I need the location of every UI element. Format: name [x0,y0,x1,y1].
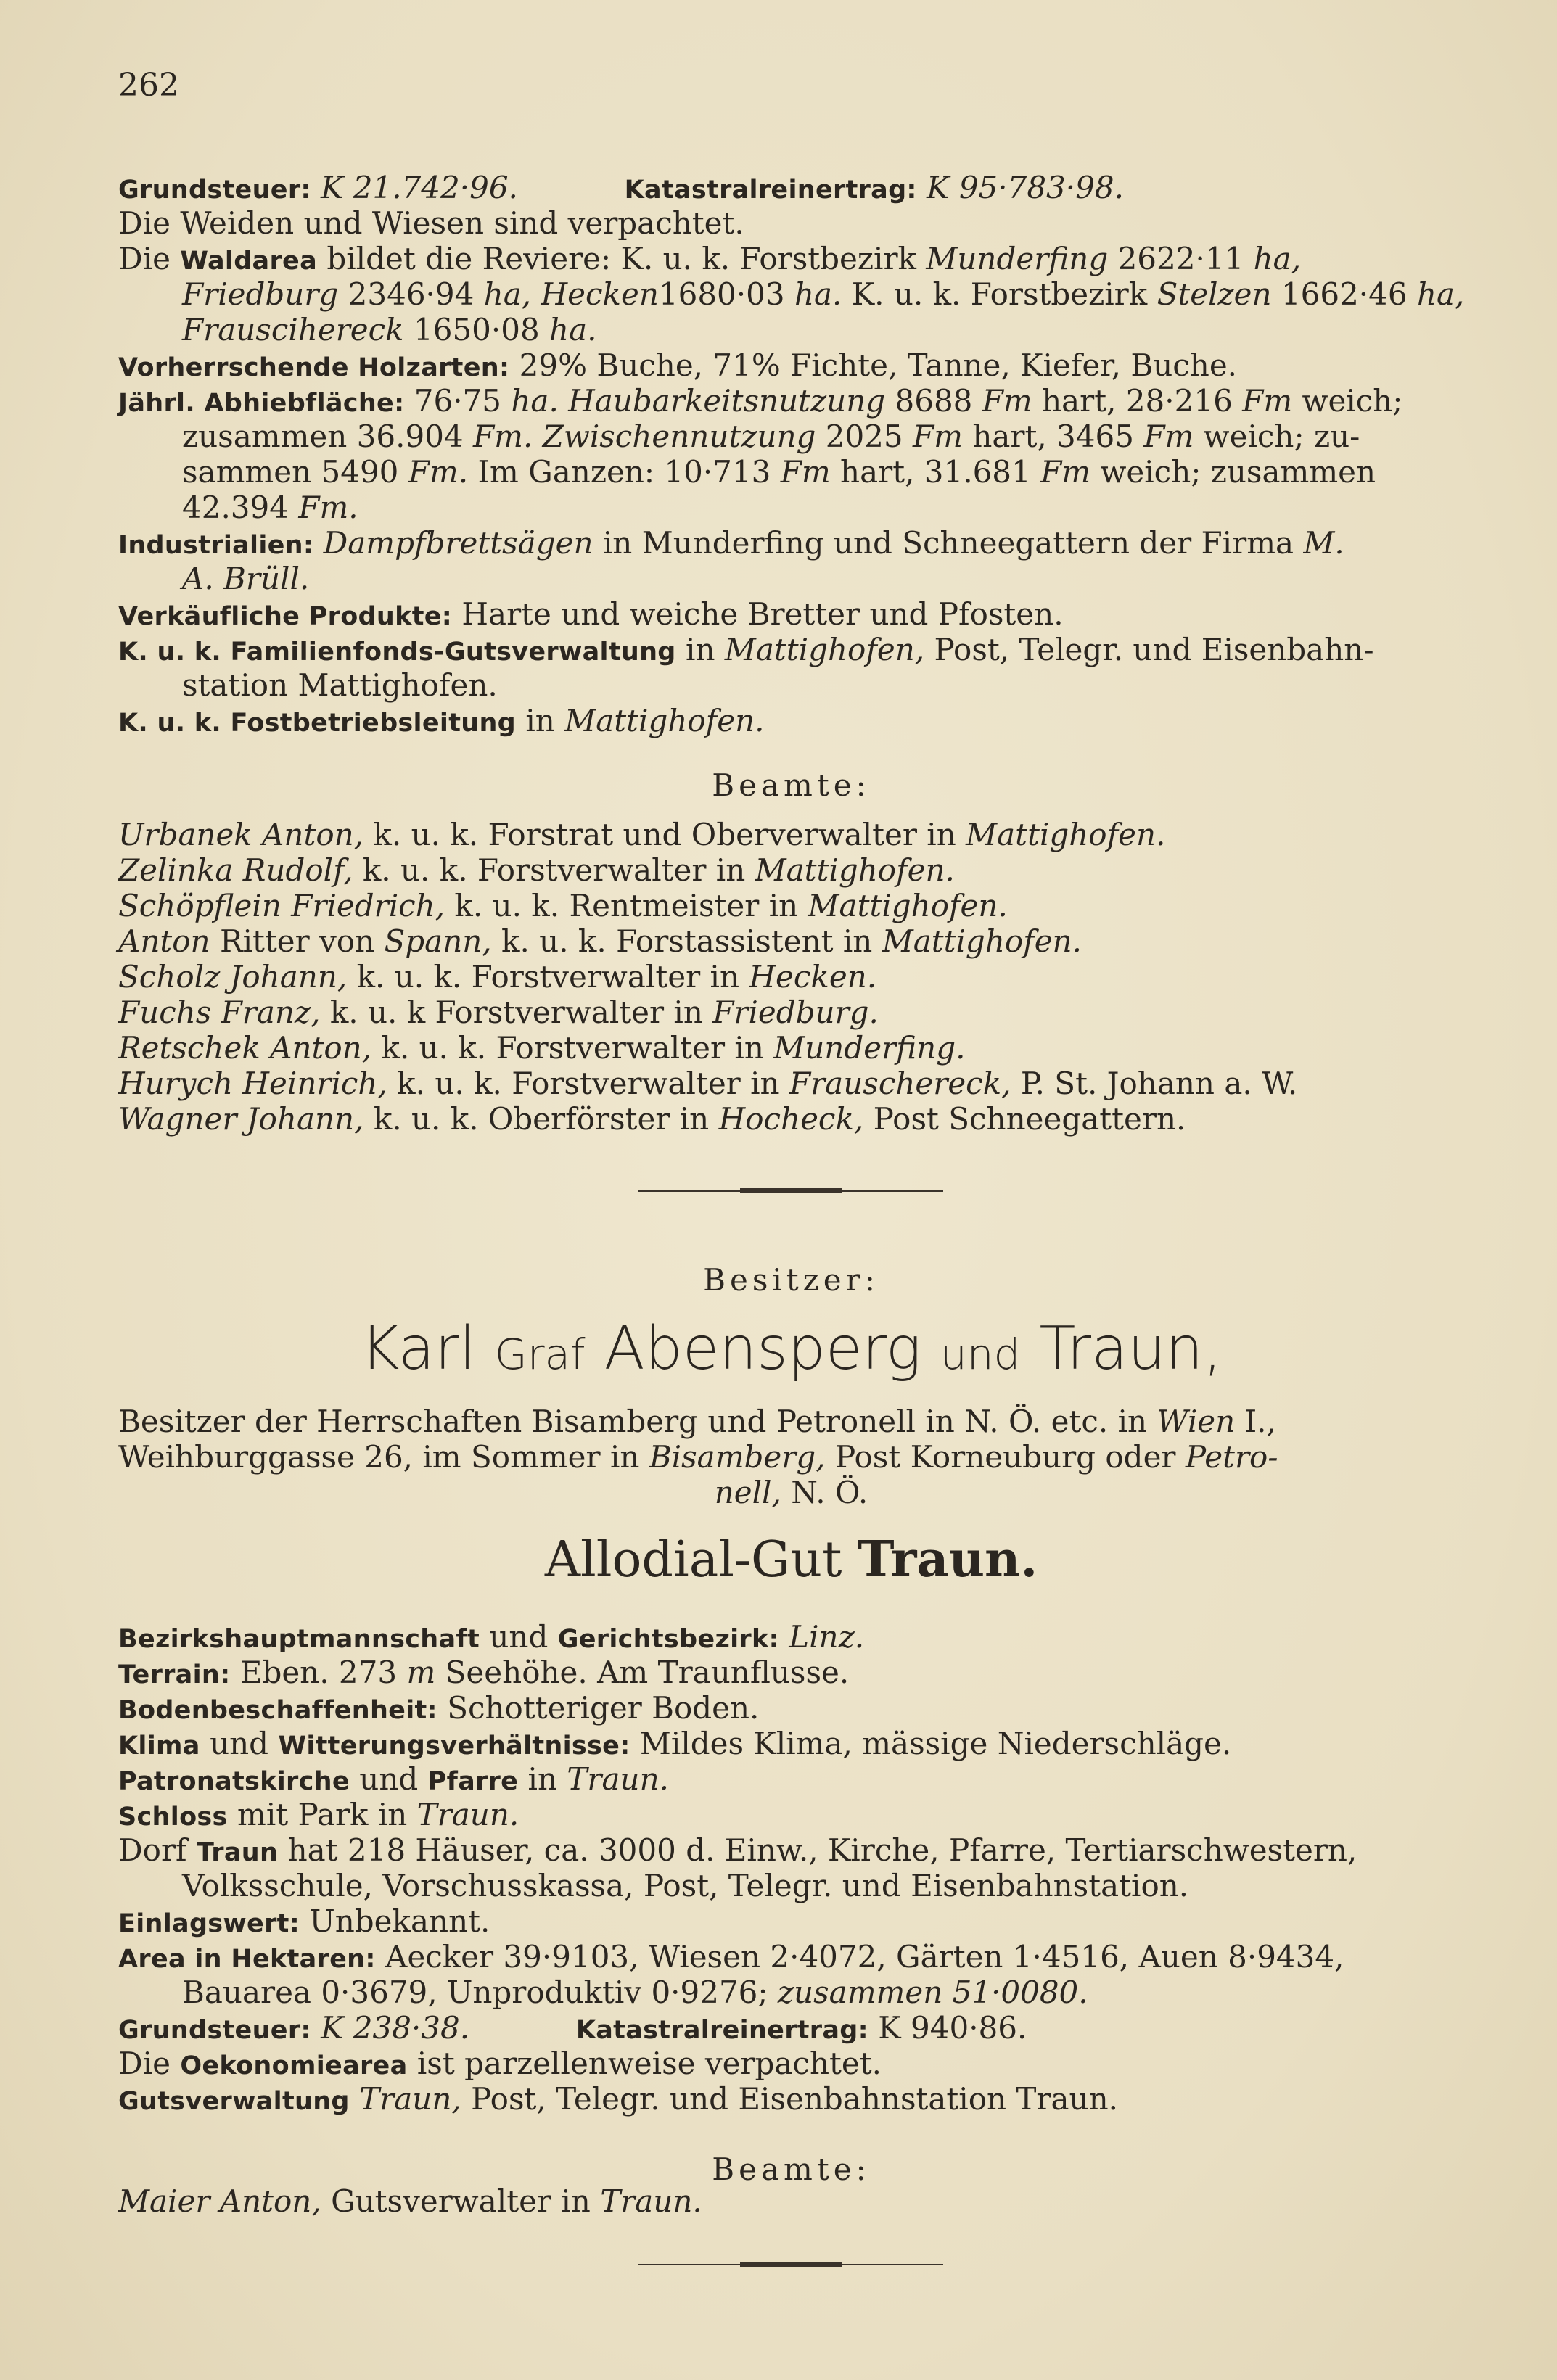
verpachtet-line: Die Weiden und Wiesen sind verpachtet. [118,205,744,241]
list-item: Retschek Anton, k. u. k. Forstverwalter in Munderfing. [118,1030,966,1066]
list-item: Wagner Johann, k. u. k. Oberförster in Hocheck, Post Schneegattern. [118,1101,1186,1137]
divider-center [740,2262,842,2267]
industrialien-line-2: A. Brüll. [182,561,310,596]
list-item: Schöpflein Friedrich, k. u. k. Rentmeister in Mattighofen. [118,888,1008,923]
grundsteuer-line: Grundsteuer: K 21.742·96. Katastralreinertrag: K 95·783·98. [118,170,1124,205]
holzarten-line: Vorherrschende Holzarten: 29% Buche, 71% Fichte, Tanne, Kiefer, Buche. [118,347,1238,383]
list-item: Fuchs Franz, k. u. k Forstverwalter in Friedburg. [118,995,879,1030]
beamte2-list [118,2183,1464,2219]
beamte-list [118,817,1464,1137]
owner-description: Besitzer der Herrschaften Bisamberg und Petronell in N. Ö. etc. in Wien I., Weihburggasse 26, im Sommer in Bisamberg, Post Korneuburg oder Petro- nell, N. Ö. [118,1404,1278,1510]
section-title: Allodial-Gut Traun. [544,1531,1038,1589]
owner-name: Karl Graf Abensperg und Traun, [360,1314,1223,1383]
abhieb-line-2: zusammen 36.904 Fm. Zwischennutzung 2025 Fm hart, 3465 Fm weich; zu- [182,419,1360,454]
list-item: Urbanek Anton, k. u. k. Forstrat und Oberverwalter in Mattighofen. [118,817,1166,852]
waldarea-line-3: Frauscihereck 1650·08 ha. [182,312,597,347]
beamte2-heading: Beamte: [712,2152,871,2187]
page-number: 262 [118,67,179,104]
list-item: Zelinka Rudolf, k. u. k. Forstverwalter in Mattighofen. [118,852,955,888]
waldarea-line-2: Friedburg 2346·94 ha, Hecken1680·03 ha. K. u. k. Forstbezirk Stelzen 1662·46 ha, [182,276,1465,312]
divider-center [740,1188,842,1193]
list-item: Scholz Johann, k. u. k. Forstverwalter in Hecken. [118,959,877,995]
top-section [118,170,1464,738]
abhieb-line-3: sammen 5490 Fm. Im Ganzen: 10·713 Fm hart, 31.681 Fm weich; zusammen [182,454,1376,490]
forstbetrieb-line: K. u. k. Fostbetriebsleitung in Mattighofen. [118,703,765,738]
list-item: Anton Ritter von Spann, k. u. k. Forstassistent in Mattighofen. [118,923,1082,959]
besitzer-heading: Besitzer: [703,1262,879,1298]
waldarea-line-1: Die Waldarea bildet die Reviere: K. u. k. Forstbezirk Munderfing 2622·11 ha, [118,241,1302,276]
familienfonds-line-1: K. u. k. Familienfonds-Gutsverwaltung in Mattighofen, Post, Telegr. und Eisenbahn- [118,632,1374,667]
list-item: Maier Anton, Gutsverwalter in Traun. [118,2183,702,2219]
produkte-line: Verkäufliche Produkte: Harte und weiche Bretter und Pfosten. [118,596,1064,632]
traun-section: Bezirkshauptmannschaft und Gerichtsbezirk: Linz. Terrain: Eben. 273 m Seehöhe. Am Traunflusse. Bodenbeschaffenheit: Schotteriger Boden. Klima und Witterungsverhältnisse: Mildes Klima, mässige Niederschläge. Patronatskirche und Pfarre in Traun. Schloss mit Park in Traun. Dorf Traun hat 218 Häuser, ca. 3000 d. Einw., Kirche, Pfarre, Tertiarschwestern, Volksschule, Vorschusskassa, Post, Telegr. und Eisenbahnstation. Einlagswert: Unbekannt. Area in Hektaren: Aecker 39·9103, Wiesen 2·4072, Gärten 1·4516, Auen 8·9434, Bauarea 0·3679, Unproduktiv 0·9276; zusammen 51·0080. Grundsteuer: K 238·38. Katastralreinertrag: K 940·86. Die Oekonomiearea ist parzellenweise verpachtet. Gutsverwaltung Traun, Post, Telegr. und Eisenbahnstation Traun. [118,1619,1357,2117]
familienfonds-line-2: station Mattighofen. [182,667,498,703]
industrialien-line-1: Industrialien: Dampfbrettsägen in Munderfing und Schneegattern der Firma M. [118,525,1344,561]
abhieb-line-4: 42.394 Fm. [182,490,358,525]
abhieb-line-1: Jährl. Abhiebfläche: 76·75 ha. Haubarkeitsnutzung 8688 Fm hart, 28·216 Fm weich; [118,383,1403,419]
list-item: Hurych Heinrich, k. u. k. Forstverwalter in Frauschereck, P. St. Johann a. W. [118,1066,1298,1101]
beamte-heading: Beamte: [712,767,871,803]
